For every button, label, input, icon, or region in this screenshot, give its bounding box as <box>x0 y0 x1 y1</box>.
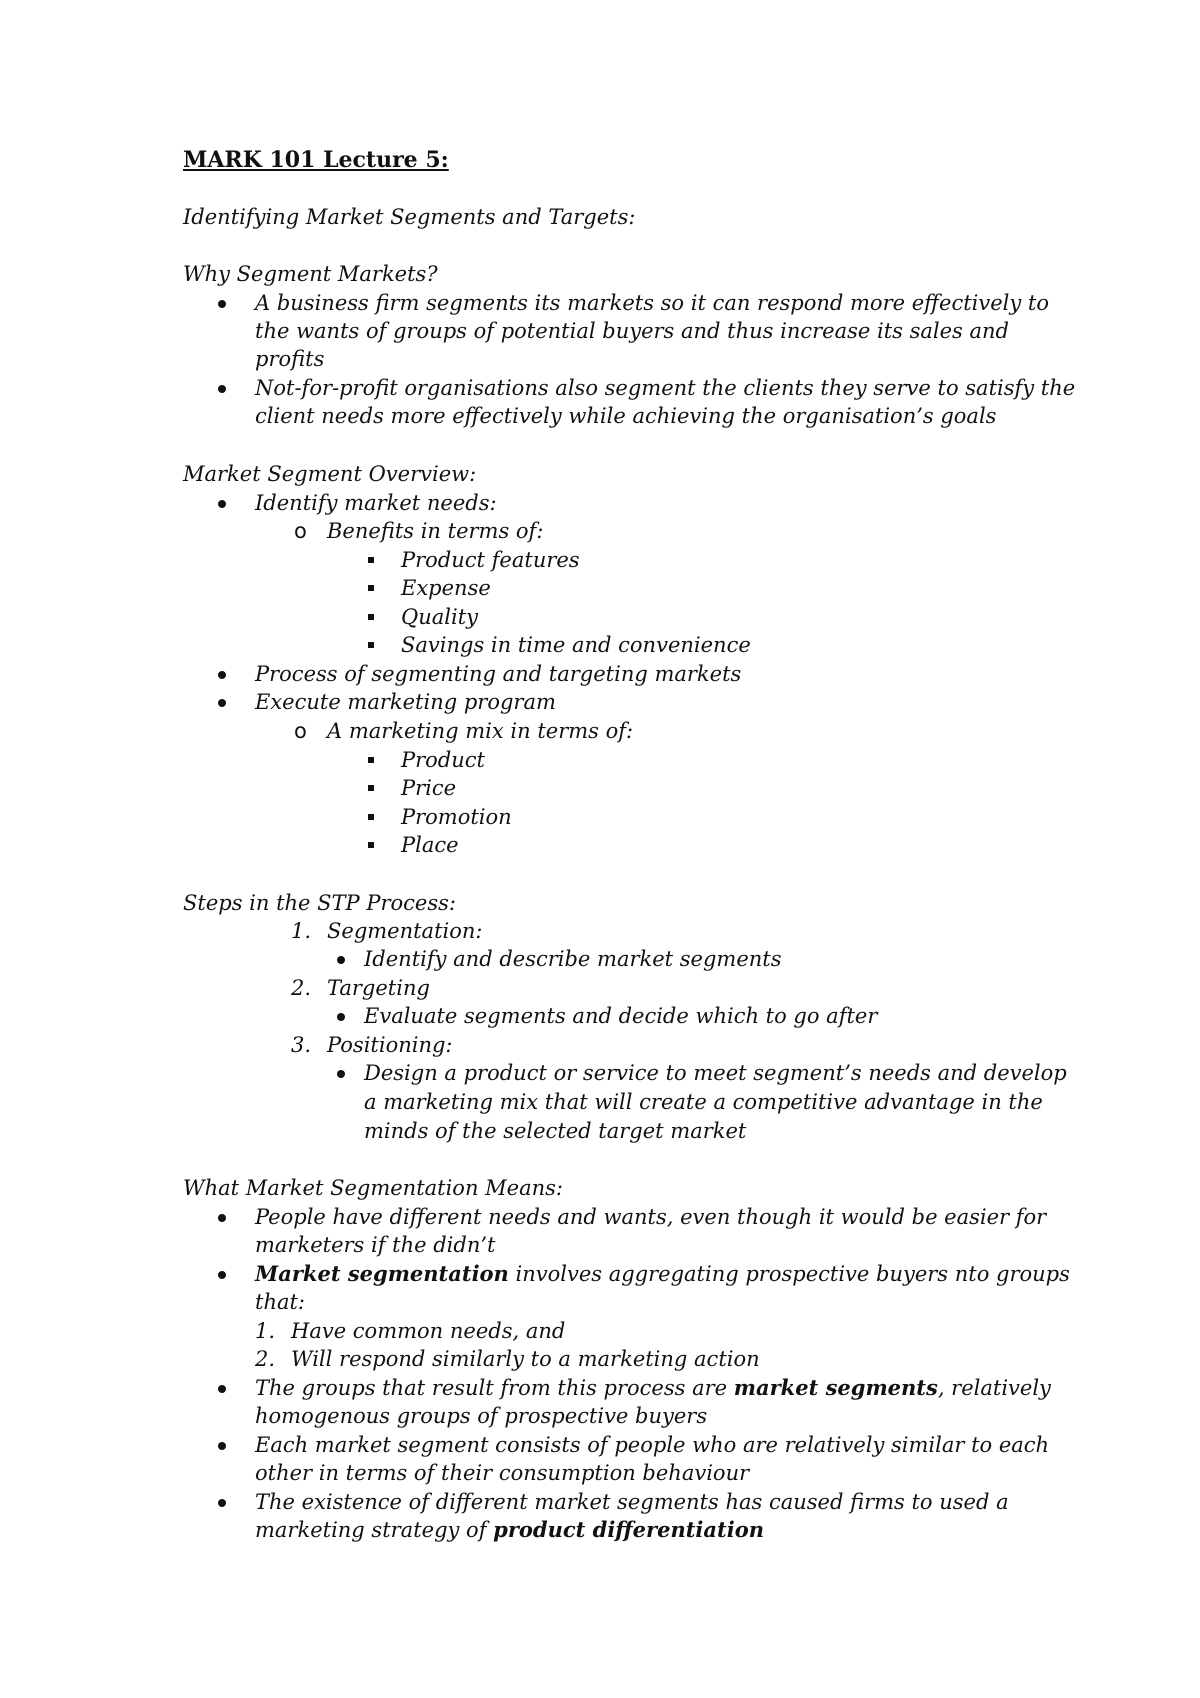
bullet-icon <box>218 300 226 308</box>
emphasis-product-differentiation: product differentiation <box>493 1517 764 1542</box>
means-bullet-3-post: , relatively <box>937 1376 1051 1400</box>
bullet-icon <box>218 1385 226 1393</box>
bullet-icon <box>218 699 226 707</box>
sub-item: Will respond similarly to a marketing action <box>291 1347 760 1371</box>
bullet-icon <box>218 385 226 393</box>
page-subtitle: Identifying Market Segments and Targets: <box>183 205 636 229</box>
sub-item: Have common needs, and <box>291 1319 566 1343</box>
overview-needs: Identify market needs: <box>255 491 497 515</box>
bullet-icon <box>337 1070 345 1078</box>
step-label: Segmentation: <box>327 919 483 943</box>
means-bullet-5-line-2 <box>255 1516 764 1544</box>
bullet-icon <box>337 956 345 964</box>
hollow-circle-bullet-icon: o <box>294 519 307 543</box>
overview-benefits: Benefits in terms of: <box>327 519 544 543</box>
means-bullet-2-text: involves aggregating prospective buyers nto groups <box>508 1262 1070 1286</box>
means-bullet-2-line-2: that: <box>255 1290 305 1314</box>
why-bullet-1-line-3: profits <box>255 347 325 371</box>
means-bullet-5-line-1: The existence of different market segments has caused firms to used a <box>255 1490 1009 1514</box>
mix-item: Product <box>401 748 485 772</box>
benefit-item: Savings in time and convenience <box>401 633 751 657</box>
bullet-icon <box>218 671 226 679</box>
why-bullet-1-line-1: A business firm segments its markets so it can respond more effectively to <box>255 291 1050 315</box>
overview-execute: Execute marketing program <box>255 690 556 714</box>
bullet-icon <box>337 1013 345 1021</box>
benefit-item: Expense <box>401 576 491 600</box>
square-bullet-icon <box>368 642 374 648</box>
step-detail: minds of the selected target market <box>364 1119 747 1143</box>
mix-item: Promotion <box>401 805 512 829</box>
overview-mix: A marketing mix in terms of: <box>327 719 634 743</box>
square-bullet-icon <box>368 814 374 820</box>
benefit-item: Quality <box>401 605 478 629</box>
section-heading-means: What Market Segmentation Means: <box>183 1176 563 1200</box>
hollow-circle-bullet-icon: o <box>294 719 307 743</box>
mix-item: Place <box>401 833 459 857</box>
step-number: 1. <box>291 919 312 943</box>
bullet-icon <box>218 1499 226 1507</box>
step-label: Targeting <box>327 976 430 1000</box>
step-label: Positioning: <box>327 1033 453 1057</box>
bullet-icon <box>218 1214 226 1222</box>
means-bullet-3-line-2: homogenous groups of prospective buyers <box>255 1404 708 1428</box>
step-detail: a marketing mix that will create a competitive advantage in the <box>364 1090 1043 1114</box>
step-number: 2. <box>291 976 312 1000</box>
square-bullet-icon <box>368 757 374 763</box>
sub-number: 2. <box>255 1347 276 1371</box>
section-heading-overview: Market Segment Overview: <box>183 462 477 486</box>
means-bullet-1-line-1: People have different needs and wants, even though it would be easier for <box>255 1205 1047 1229</box>
bullet-icon <box>218 1271 226 1279</box>
square-bullet-icon <box>368 557 374 563</box>
benefit-item: Product features <box>401 548 580 572</box>
step-detail: Design a product or service to meet segment’s needs and develop <box>364 1061 1067 1085</box>
means-bullet-3-line-1 <box>255 1374 1051 1402</box>
why-bullet-2-line-2: client needs more effectively while achieving the organisation’s goals <box>255 404 997 428</box>
section-heading-why: Why Segment Markets? <box>183 262 438 286</box>
overview-process: Process of segmenting and targeting markets <box>255 662 742 686</box>
mix-item: Price <box>401 776 457 800</box>
square-bullet-icon <box>368 785 374 791</box>
means-bullet-4-line-1: Each market segment consists of people who are relatively similar to each <box>255 1433 1050 1457</box>
means-bullet-4-line-2: other in terms of their consumption behaviour <box>255 1461 750 1485</box>
means-bullet-2-line-1 <box>255 1260 1070 1288</box>
step-detail: Identify and describe market segments <box>364 947 782 971</box>
step-detail: Evaluate segments and decide which to go after <box>364 1004 878 1028</box>
bullet-icon <box>218 1442 226 1450</box>
square-bullet-icon <box>368 585 374 591</box>
emphasis-market-segmentation: Market segmentation <box>255 1261 509 1286</box>
section-heading-stp: Steps in the STP Process: <box>183 891 456 915</box>
why-bullet-2-line-1: Not-for-profit organisations also segment the clients they serve to satisfy the <box>255 376 1076 400</box>
means-bullet-1-line-2: marketers if the didn’t <box>255 1233 496 1257</box>
why-bullet-1-line-2: the wants of groups of potential buyers and thus increase its sales and <box>255 319 1009 343</box>
square-bullet-icon <box>368 614 374 620</box>
sub-number: 1. <box>255 1319 276 1343</box>
means-bullet-5-pre: marketing strategy of <box>255 1518 494 1542</box>
means-bullet-3-pre: The groups that result from this process are <box>255 1376 734 1400</box>
bullet-icon <box>218 500 226 508</box>
step-number: 3. <box>291 1033 312 1057</box>
emphasis-market-segments: market segments <box>733 1375 938 1400</box>
page-title: MARK 101 Lecture 5: <box>183 147 449 173</box>
square-bullet-icon <box>368 842 374 848</box>
